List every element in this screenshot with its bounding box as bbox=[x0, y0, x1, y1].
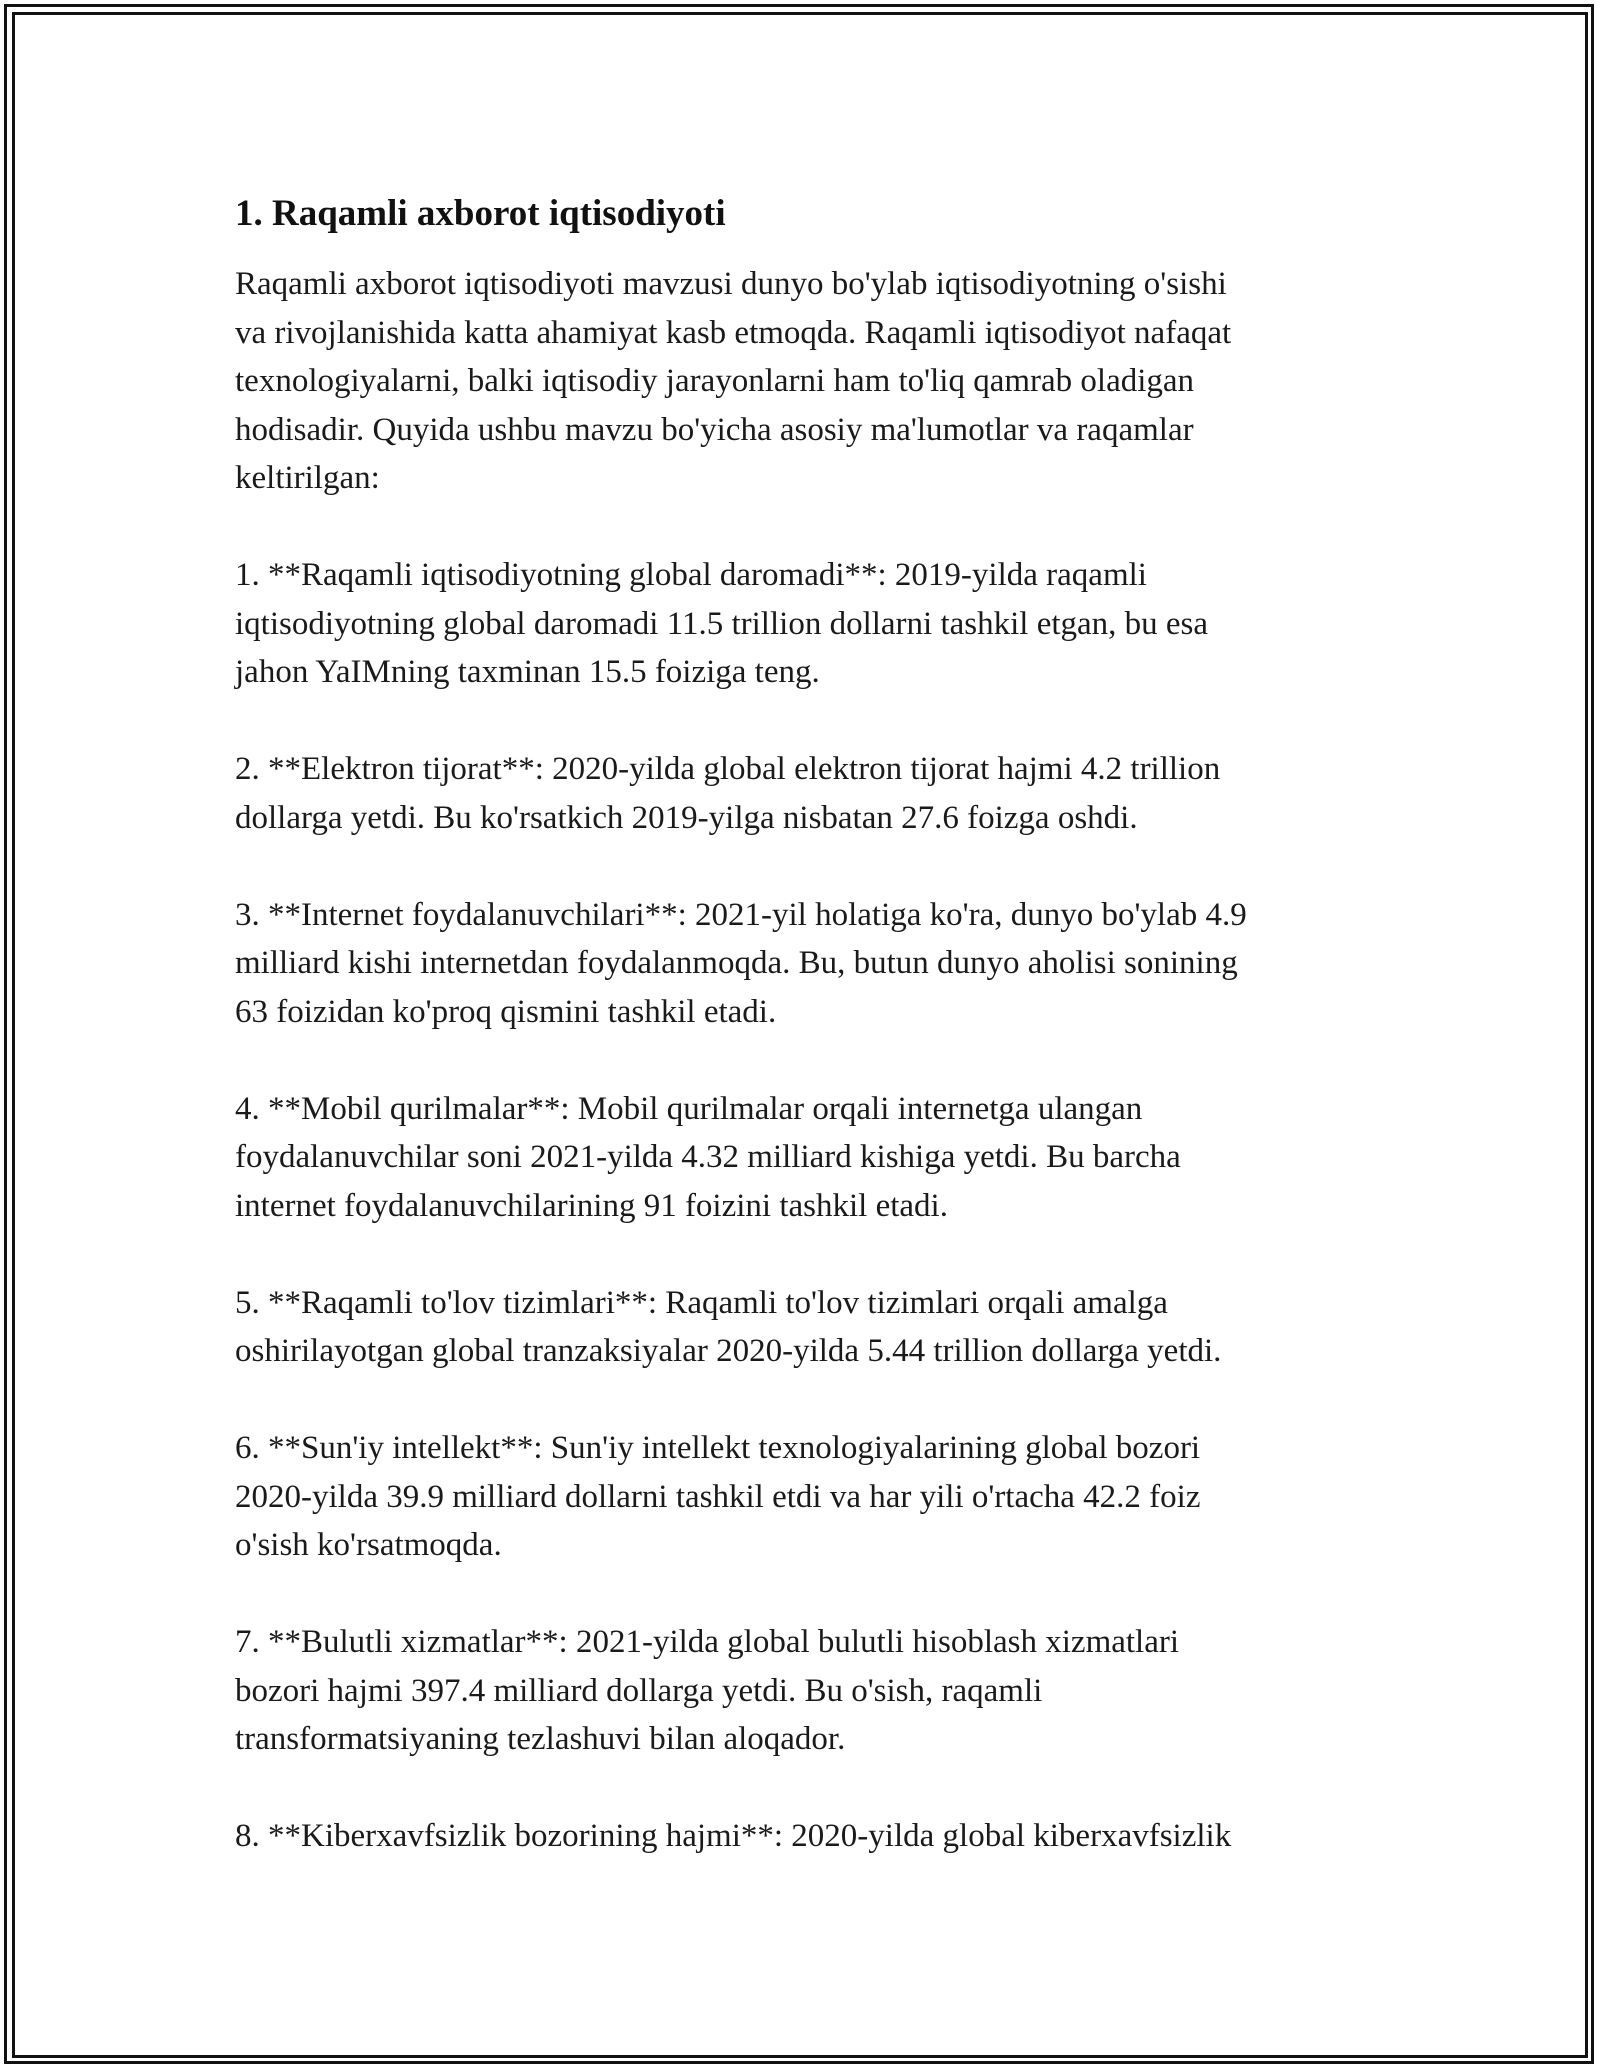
intro-paragraph: Raqamli axborot iqtisodiyoti mavzusi dunyo bo'ylab iqtisodiyotning o'sishi va rivojlanishida katta ahamiyat kasb etmoqda. Raqamli iqtisodiyot nafaqat texnologiyalarni, balki iqtisodiy jarayonlarni ham to'liq qamrab oladigan hodisadir. Quyida ushbu mavzu bo'yicha asosiy ma'lumotlar va raqamlar keltirilgan: bbox=[235, 266, 1232, 496]
list-item: 8. **Kiberxavfsizlik bozorining hajmi**: 2020-yilda global kiberxavfsizlik bbox=[235, 1818, 1232, 1854]
list-item: 2. **Elektron tijorat**: 2020-yilda global elektron tijorat hajmi 4.2 trillion dollarga yetdi. Bu ko'rsatkich 2019-yilga nisbatan 27.6 foizga oshdi. bbox=[235, 751, 1221, 836]
list-item: 5. **Raqamli to'lov tizimlari**: Raqamli to'lov tizimlari orqali amalga oshirilayotgan global tranzaksiyalar 2020-yilda 5.44 trillion dollarga yetdi. bbox=[235, 1284, 1222, 1369]
list-item: 6. **Sun'iy intellekt**: Sun'iy intellekt texnologiyalarining global bozori 2020-yilda 39.9 milliard dollarni tashkil etdi va har yili o'rtacha 42.2 foiz o'sish ko'rsatmoqda. bbox=[235, 1430, 1201, 1563]
list-item: 1. **Raqamli iqtisodiyotning global daromadi**: 2019-yilda raqamli iqtisodiyotning global daromadi 11.5 trillion dollarni tashkil etgan, bu esa jahon YaIMning taxminan 15.5 foiziga teng. bbox=[235, 557, 1209, 690]
list-item: 7. **Bulutli xizmatlar**: 2021-yilda global bulutli hisoblash xizmatlari bozori hajmi 397.4 milliard dollarga yetdi. Bu o'sish, raqamli transformatsiyaning tezlashuvi bilan aloqador. bbox=[235, 1624, 1180, 1757]
document-body bbox=[235, 190, 1375, 1909]
list-item: 3. **Internet foydalanuvchilari**: 2021-yil holatiga ko'ra, dunyo bo'ylab 4.9 milliard kishi internetdan foydalanmoqda. Bu, butun dunyo aholisi sonining 63 foizidan ko'proq qismini tashkil etadi. bbox=[235, 896, 1247, 1030]
list-item: 4. **Mobil qurilmalar**: Mobil qurilmalar orqali internetga ulangan foydalanuvchilar soni 2021-yilda 4.32 milliard kishiga yetdi. Bu barcha internet foydalanuvchilarining 91 foizini tashkil etadi. bbox=[235, 1090, 1181, 1224]
section-heading: 1. Raqamli axborot iqtisodiyoti bbox=[235, 193, 726, 234]
